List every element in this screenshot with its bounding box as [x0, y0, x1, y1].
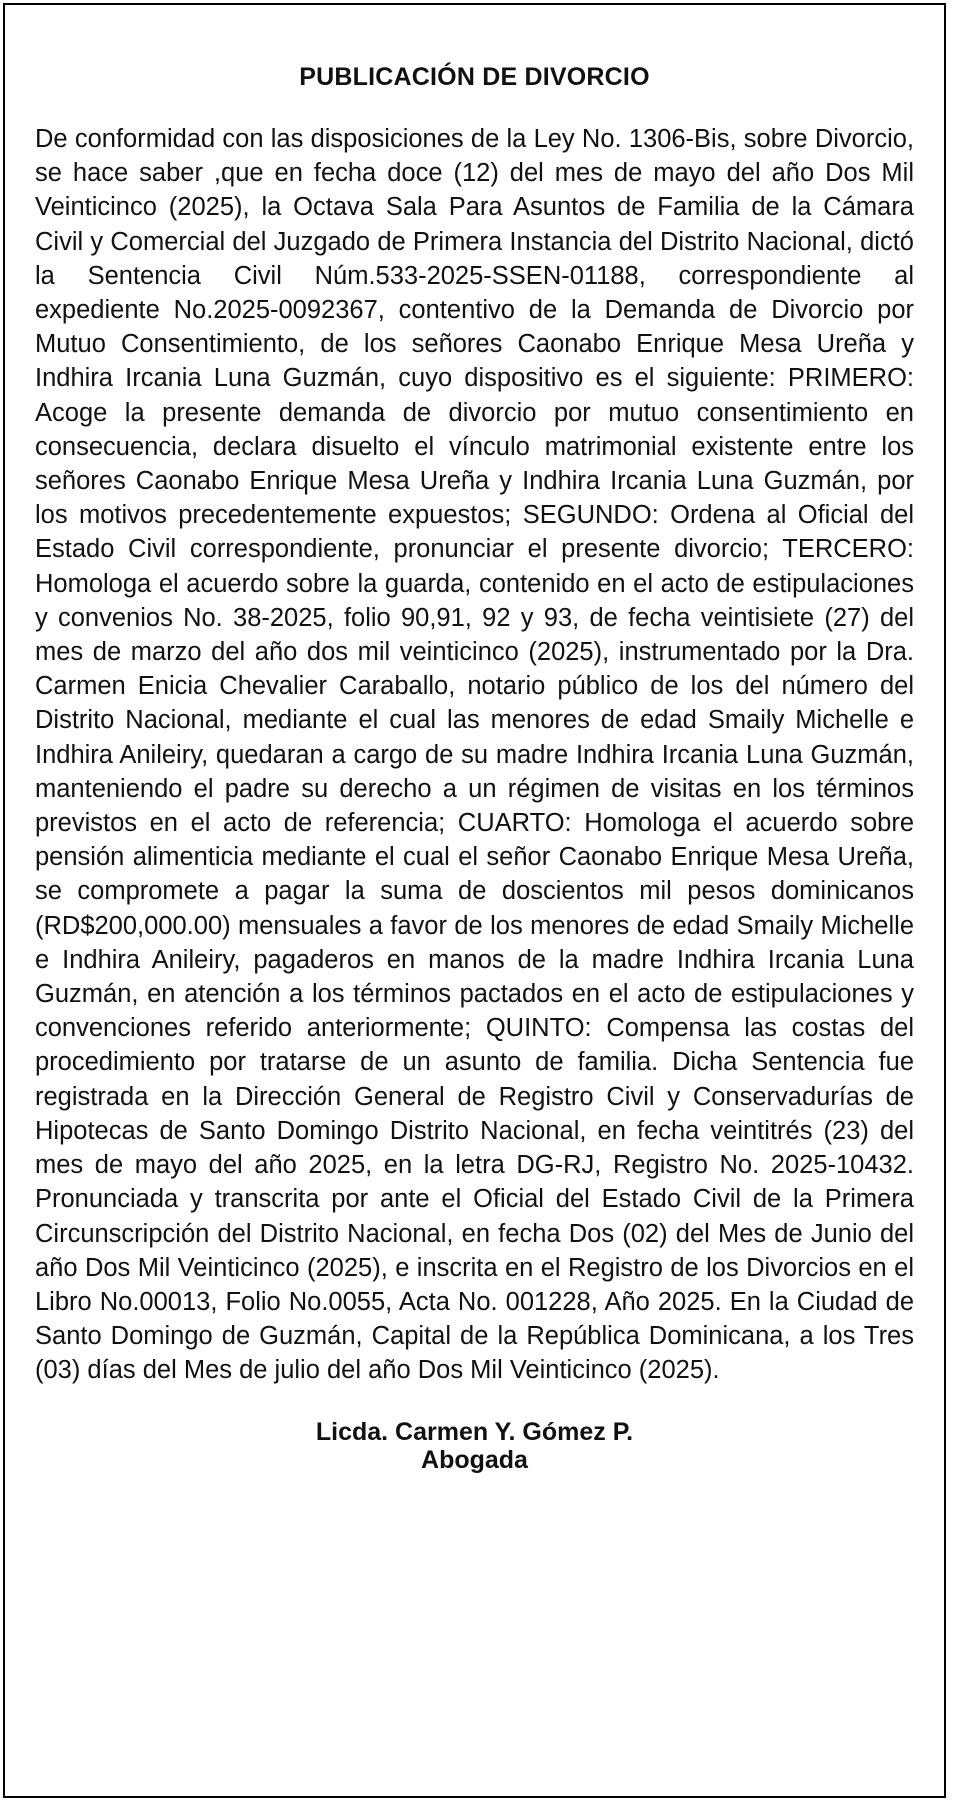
notice-frame: [3, 3, 946, 1798]
signature-block: [35, 1418, 914, 1474]
signature-role: Abogada: [421, 1445, 528, 1474]
signature-name: Licda. Carmen Y. Gómez P.: [315, 1417, 634, 1446]
notice-body: De conformidad con las disposiciones de la Ley No. 1306-Bis, sobre Divorcio, se hace saber ,que en fecha doce (12) del mes de mayo del año Dos Mil Veinticinco (2025), la Octava Sala Para Asuntos de Familia de la Cámara Civil y Comercial del Juzgado de Primera Instancia del Distrito Nacional, dictó la Sentencia Civil Núm.533-2025-SSEN-01188, correspondiente al expediente No.2025-0092367, contentivo de la Demanda de Divorcio por Mutuo Consentimiento, de los señores Caonabo Enrique Mesa Ureña y Indhira Ircania Luna Guzmán, cuyo dispositivo es el siguiente: PRIMERO: Acoge la presente demanda de divorcio por mutuo consentimiento en consecuencia, declara disuelto el vínculo matrimonial existente entre los señores Caonabo Enrique Mesa Ureña y Indhira Ircania Luna Guzmán, por los motivos precedentemente expuestos; SEGUNDO: Ordena al Oficial del Estado Civil correspondiente, pronunciar el presente divorcio; TERCERO: Homologa el acuerdo sobre la guarda, contenido en el acto de estipulaciones y convenios No. 38-2025, folio 90,91, 92 y 93, de fecha veintisiete (27) del mes de marzo del año dos mil veinticinco (2025), instrumentado por la Dra. Carmen Enicia Chevalier Caraballo, notario público de los del número del Distrito Nacional, mediante el cual las menores de edad Smaily Michelle e Indhira Anileiry, quedaran a cargo de su madre Indhira Ircania Luna Guzmán, manteniendo el padre su derecho a un régimen de visitas en los términos previstos en el acto de referencia; CUARTO: Homologa el acuerdo sobre pensión alimenticia mediante el cual el señor Caonabo Enrique Mesa Ureña, se compromete a pagar la suma de doscientos mil pesos dominicanos (RD$200,000.00) mensuales a favor de los menores de edad Smaily Michelle e Indhira Anileiry, pagaderos en manos de la madre Indhira Ircania Luna Guzmán, en atención a los términos pactados en el acto de estipulaciones y convenciones referido anteriormente; QUINTO: Compensa las costas del procedimiento por tratarse de un asunto de familia. Dicha Sentencia fue registrada en la Dirección General de Registro Civil y Conservadurías de Hipotecas de Santo Domingo Distrito Nacional, en fecha veintitrés (23) del mes de mayo del año 2025, en la letra DG-RJ, Registro No. 2025-10432. Pronunciada y transcrita por ante el Oficial del Estado Civil de la Primera Circunscripción del Distrito Nacional, en fecha Dos (02) del Mes de Junio del año Dos Mil Veinticinco (2025), e inscrita en el Registro de los Divorcios en el Libro No.00013, Folio No.0055, Acta No. 001228, Año 2025. En la Ciudad de Santo Domingo de Guzmán, Capital de la República Dominicana, a los Tres (03) días del Mes de julio del año Dos Mil Veinticinco (2025).: [35, 125, 914, 1385]
notice-content: [35, 63, 914, 1474]
notice-title: PUBLICACIÓN DE DIVORCIO: [299, 63, 650, 91]
